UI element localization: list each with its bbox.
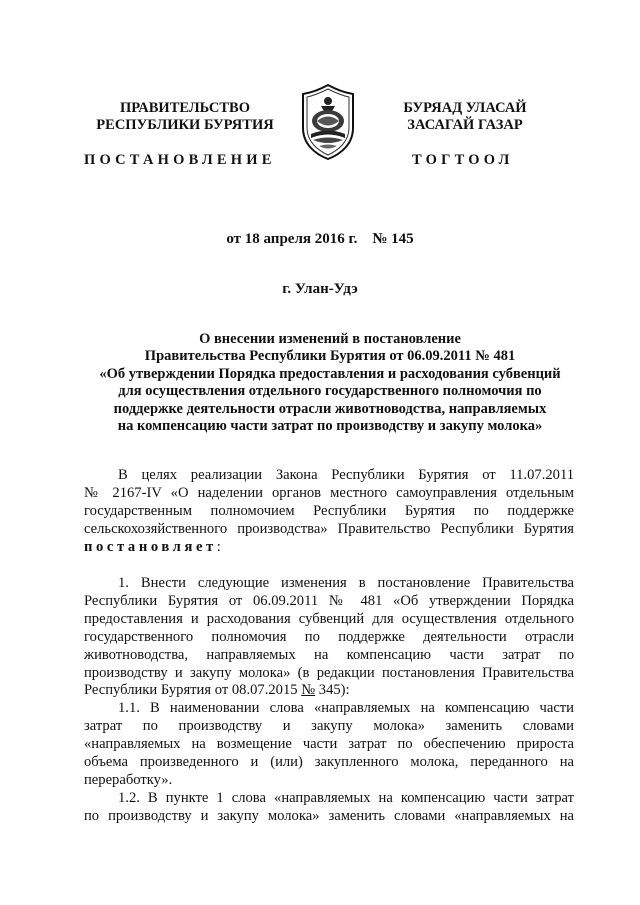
text-line: переработку». xyxy=(84,771,173,788)
text-line xyxy=(84,682,574,700)
title-line: поддержке деятельности отрасли животноводства, направляемых xyxy=(113,400,547,417)
header-left-line1: ПРАВИТЕЛЬСТВО xyxy=(120,100,250,116)
item-1-2-paragraph xyxy=(84,790,574,826)
coat-of-arms-icon xyxy=(299,84,357,160)
title-line: Правительства Республики Бурятия от 06.09.2011 № 481 xyxy=(144,348,516,365)
doc-type-right: ТОГТООЛ xyxy=(412,152,514,168)
header-right-line1: БУРЯАД УЛАСАЙ xyxy=(403,100,527,116)
text-line: государственного полномочия по поддержке деятельности отрасли xyxy=(84,628,574,645)
text-line: затрат по производству и закупу молока» заменить словами xyxy=(84,717,574,734)
text-line: предоставления и расходования субвенций для осуществления отдельного xyxy=(84,610,574,627)
text-line: «направляемых на возмещение части затрат по обеспечению прироста xyxy=(84,735,574,752)
title-line: для осуществления отдельного государственного полномочия по xyxy=(118,383,542,400)
text-fragment: 345): xyxy=(315,682,350,699)
title-line: «Об утверждении Порядка предоставления и расходования субвенций xyxy=(99,365,561,382)
header-left-line2: РЕСПУБЛИКИ БУРЯТИЯ xyxy=(96,117,274,133)
preamble-paragraph xyxy=(84,467,574,557)
title-line: О внесении изменений в постановление xyxy=(199,331,461,347)
decree-date-text: от 18 апреля 2016 г. № 145 xyxy=(226,231,414,247)
text-line: № 2167-IV «О наделении органов местного самоуправления отдельным xyxy=(84,484,574,501)
text-line: В целях реализации Закона Республики Бурятия от 11.07.2011 xyxy=(118,467,574,483)
header-left-authority xyxy=(85,100,285,134)
doc-type-left: ПОСТАНОВЛЕНИЕ xyxy=(84,152,276,168)
decree-title xyxy=(60,331,600,435)
decree-colon: : xyxy=(216,538,221,555)
decree-city: г. Улан-Удэ xyxy=(282,281,358,297)
text-fragment: Республики Бурятия от 08.07.2015 xyxy=(84,682,302,699)
text-line: 1.1. В наименовании слова «направляемых на компенсацию части xyxy=(118,700,574,716)
item-1-paragraph xyxy=(84,575,574,700)
text-line: сельскохозяйственного производства» Правительство Республики Бурятия xyxy=(84,520,574,537)
text-line: 1. Внести следующие изменения в постановление Правительства xyxy=(118,575,574,591)
number-sign: № xyxy=(301,682,316,699)
text-line: Республики Бурятия от 06.09.2011 № 481 «Об утверждении Порядка xyxy=(84,592,574,609)
text-line: объема произведенного и (или) закупленного молока, переданного на xyxy=(84,753,574,770)
text-line: 1.2. В пункте 1 слова «направляемых на компенсацию части затрат xyxy=(118,790,574,806)
item-1-1-paragraph xyxy=(84,700,574,790)
title-line: на компенсацию части затрат по производству и закупу молока» xyxy=(117,418,543,435)
decree-word: постановляет xyxy=(84,538,217,555)
header-right-authority xyxy=(385,100,545,134)
decree-word-line xyxy=(84,539,574,557)
header-right-line2: ЗАСАГАЙ ГАЗАР xyxy=(407,117,523,133)
text-line: по производству и закупу молока» заменить словами «направляемых на xyxy=(84,807,574,824)
decree-date-number xyxy=(0,231,640,248)
text-line: государственным полномочием Республики Бурятия по поддержке xyxy=(84,502,574,519)
text-line: производству и закупу молока» (в редакции постановления Правительства xyxy=(84,664,574,681)
text-line: животноводства, направляемых на компенсацию части затрат по xyxy=(84,646,574,663)
